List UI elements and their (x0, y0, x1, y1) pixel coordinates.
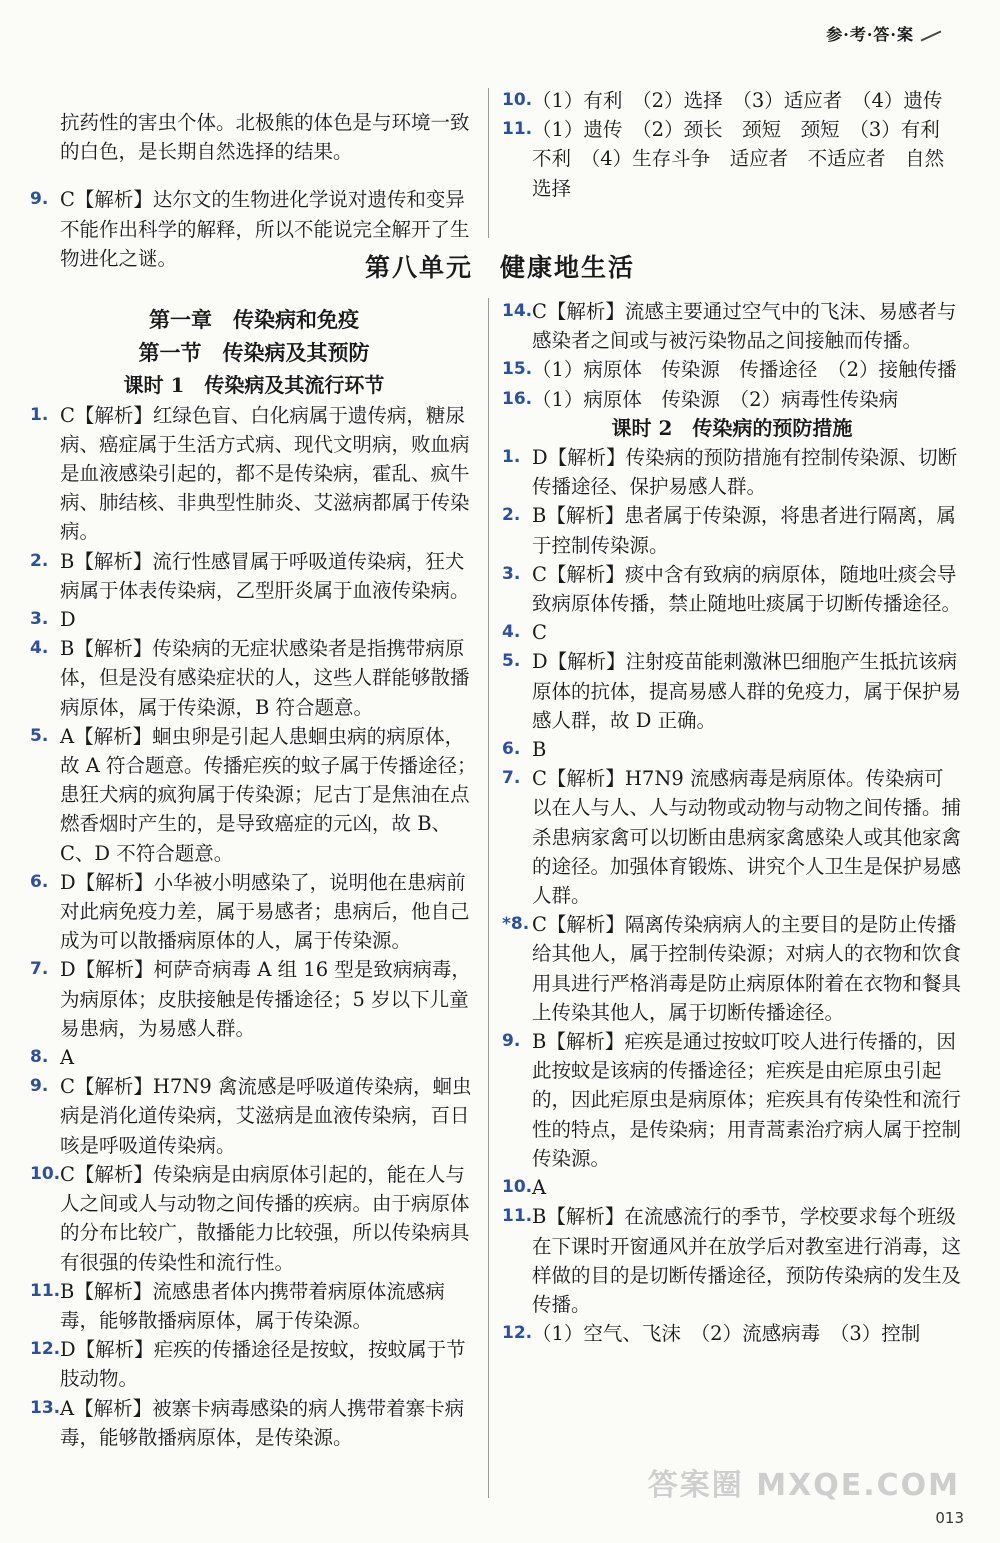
item-number: 1. (502, 447, 521, 468)
item-number: 16. (502, 388, 533, 409)
answer-item (502, 1319, 962, 1348)
item-text: C【解析】痰中含有致病的病原体，随地吐痰会导致病原体传播，禁止随地吐痰属于切断传播途径。 (532, 562, 962, 616)
unit-title: 第八单元 健康地生活 (364, 253, 635, 282)
item-number: 4. (502, 622, 521, 643)
page-number: 013 (935, 1509, 964, 1527)
item-text: C【解析】H7N9 流感病毒是病原体。传染病可以在人与人、人与动物或动物与动物之间传播。捕杀患病家禽可以切断由患病家禽感染人或其他家禽的途径。加强体育锻炼、讲究个人卫生是保护易感人群。 (532, 767, 962, 908)
right-answer-list-b (502, 443, 962, 1348)
answer-item (502, 355, 962, 384)
item-text: C【解析】H7N9 禽流感是呼吸道传染病，蛔虫病是消化道传染病，艾滋病是血液传染病，百日咳是呼吸道传染病。 (60, 1075, 472, 1157)
item-text: D【解析】疟疾的传播途径是按蚊，按蚊属于节肢动物。 (60, 1338, 466, 1391)
item-text: C【解析】隔离传染病病人的主要目的是防止传播给其他人，属于控制传染源；对病人的衣物和饮食用具进行严格消毒是防止病原体附着在衣物和餐具上传染其他人，属于切断传播途径。 (532, 913, 962, 1024)
item-number: 10. (502, 1177, 533, 1198)
answer-item (30, 1160, 478, 1277)
top-left-column (30, 88, 478, 273)
item-text: A (60, 1046, 75, 1070)
page-header: 参·考·答·案 (826, 22, 942, 45)
item-number: 12. (30, 1339, 61, 1360)
answer-item (30, 547, 478, 605)
item-text: D【解析】注射疫苗能刺激淋巴细胞产生抵抗该病原体的抗体，提高易感人群的免疫力，属于保护易感人群，故 D 正确。 (532, 650, 962, 732)
right-column (502, 297, 962, 1348)
item-text: （1）遗传 （2）颈长 颈短 颈短 （3）有利 不利 （4）生存斗争 适应者 不适应者 自然选择 (532, 118, 960, 200)
item-text: B【解析】传染病的无症状感染者是指携带病原体，但是没有感染症状的人，这些人群能够散播病原体，属于传染源，B 符合题意。 (60, 637, 470, 719)
answer-item (502, 1027, 962, 1173)
item-text: （1）病原体 传染源 传播途径 （2）接触传播 (532, 358, 957, 382)
item-number: 9. (30, 189, 49, 210)
item-number: 1. (30, 404, 49, 425)
item-number: 11. (502, 1206, 533, 1227)
watermark: 答案圈 MXQE.COM (647, 1468, 960, 1503)
item-text: B【解析】在流感流行的季节，学校要求每个班级在下课时开窗通风并在放学后对教室进行消毒，这样做的目的是切断传播途径，预防传染病的发生及传播。 (532, 1205, 962, 1316)
item-number: 14. (502, 301, 533, 321)
chapter-title: 第一章 传染病和免疫 (149, 307, 359, 332)
answer-item (30, 868, 478, 956)
answer-item (30, 605, 478, 634)
item-number: 9. (30, 1076, 49, 1097)
left-answer-list (30, 401, 478, 1452)
item-number: *8. (502, 914, 530, 935)
item-text: B【解析】流感患者体内携带着病原体流感病毒，能够散播病原体，属于传染源。 (60, 1279, 445, 1332)
item-text: C【解析】传染病是由病原体引起的，能在人与人之间或人与动物之间传播的疾病。由于病原体的分布比较广，散播能力比较强，所以传染病具有很强的传染性和流行性。 (60, 1162, 470, 1274)
item-number: 12. (502, 1323, 533, 1344)
continued-text: 抗药性的害虫个体。北极熊的体色是与环境一致的白色，是长期自然选择的结果。 (60, 110, 470, 163)
answer-item (502, 647, 962, 735)
item-number: 11. (30, 1280, 61, 1301)
item-number: 6. (30, 871, 49, 892)
item-number: 4. (30, 638, 49, 659)
item-number: 6. (502, 739, 521, 760)
item-text: B (532, 738, 547, 762)
item-number: 8. (30, 1047, 49, 1068)
item-text: D【解析】柯萨奇病毒 A 组 16 型是致病病毒，为病原体；皮肤接触是传播途径；5 岁以下儿童易患病，为易感人群。 (60, 958, 471, 1040)
item-text: A【解析】被寨卡病毒感染的病人携带着寨卡病毒，能够散播病原体，是传染源。 (60, 1396, 465, 1449)
item-number: 10. (30, 1163, 61, 1184)
item-number: 10. (502, 90, 533, 110)
column-divider-top (488, 88, 489, 238)
item-number: 7. (30, 959, 49, 980)
answer-item (30, 1277, 478, 1335)
item-text: C【解析】红绿色盲、白化病属于遗传病，糖尿病、癌症属于生活方式病、现代文明病，败血病是血液感染引起的，都不是传染病，霍乱、疯牛病、肺结核、非典型性肺炎、艾滋病都属于传染病。 (60, 403, 470, 544)
item-number: 7. (502, 768, 521, 789)
answer-item (502, 1202, 962, 1319)
answer-item (502, 764, 962, 910)
answer-item (502, 735, 962, 764)
item-text: （1）病原体 传染源 （2）病毒性传染病 (532, 387, 899, 411)
item-text: B【解析】流行性感冒属于呼吸道传染病，狂犬病属于体表传染病，乙型肝炎属于血液传染病。 (60, 549, 470, 602)
right-answer-list-a (502, 297, 962, 414)
answer-item (30, 722, 478, 868)
item-text: C【解析】流感主要通过空气中的飞沫、易感者与感染者之间或与被污染物品之间接触而传播。 (532, 300, 957, 353)
item-text: B【解析】患者属于传染源，将患者进行隔离，属于控制传染源。 (532, 504, 956, 557)
lesson2-title: 课时 2 传染病的预防措施 (611, 415, 853, 440)
answer-item (30, 955, 478, 1043)
item-number: 2. (30, 550, 49, 571)
answer-item (30, 401, 478, 547)
item-text: D (60, 608, 76, 632)
answer-item (502, 618, 962, 647)
item-number: 5. (502, 651, 521, 672)
item-number: 3. (502, 563, 521, 584)
item-text: D【解析】小华被小明感染了，说明他在患病前对此病免疫力差，属于易感者；患病后，他自己成为可以散播病原体的人，属于传染源。 (60, 870, 470, 953)
section-title: 第一节 传染病及其预防 (138, 340, 370, 366)
answer-item (502, 86, 962, 115)
answer-item (30, 1394, 478, 1452)
item-text: D【解析】传染病的预防措施有控制传染源、切断传播途径、保护易感人群。 (532, 446, 958, 499)
item-text: B【解析】疟疾是通过按蚊叮咬人进行传播的，因此按蚊是该病的传播途径；疟疾是由疟原虫引起的，因此疟原虫是病原体；疟疾具有传染性和流行性的特点，是传染病；用青蒿素治疗病人属于控制传染源。 (532, 1030, 962, 1170)
item-text: A (532, 1176, 547, 1200)
answer-item (30, 634, 478, 722)
item-text: C (532, 621, 547, 645)
answer-item (30, 1043, 478, 1072)
item-text: （1）空气、飞沫 （2）流感病毒 （3）控制 (532, 1322, 921, 1346)
column-divider-main (488, 298, 489, 1498)
answer-item (502, 560, 962, 618)
item-number: 2. (502, 505, 521, 526)
answer-item (502, 1173, 962, 1202)
item-number: 5. (30, 725, 49, 746)
item-text: C【解析】达尔文的生物进化学说对遗传和变异不能作出科学的解释，所以不能说完全解开了生物进化之谜。 (60, 188, 470, 270)
answer-item (502, 910, 962, 1027)
item-number: 3. (30, 609, 49, 630)
answer-item (502, 385, 962, 414)
top-right-column (502, 86, 962, 203)
answer-item (502, 501, 962, 559)
answer-item (502, 297, 962, 355)
item-number: 15. (502, 359, 533, 380)
item-number: 13. (30, 1397, 61, 1418)
item-text: A【解析】蛔虫卵是引起人患蛔虫病的病原体，故 A 符合题意。传播疟疾的蚊子属于传播途径；患狂犬病的疯狗属于传染源；尼古丁是焦油在点燃香烟时产生的，是导致癌症的元凶，故 B、C、D 不符合题意。 (60, 724, 477, 865)
lesson1-title: 课时 1 传染病及其流行环节 (123, 373, 385, 398)
item-number: 11. (502, 119, 533, 140)
item-number: 9. (502, 1031, 521, 1052)
pen-icon (921, 30, 942, 41)
left-column (30, 303, 478, 1452)
answer-item (502, 443, 962, 501)
answer-item (30, 1335, 478, 1393)
answer-item (502, 115, 962, 203)
answer-item (30, 1072, 478, 1160)
item-text: （1）有利 （2）选择 （3）适应者 （4）遗传 (532, 89, 943, 112)
